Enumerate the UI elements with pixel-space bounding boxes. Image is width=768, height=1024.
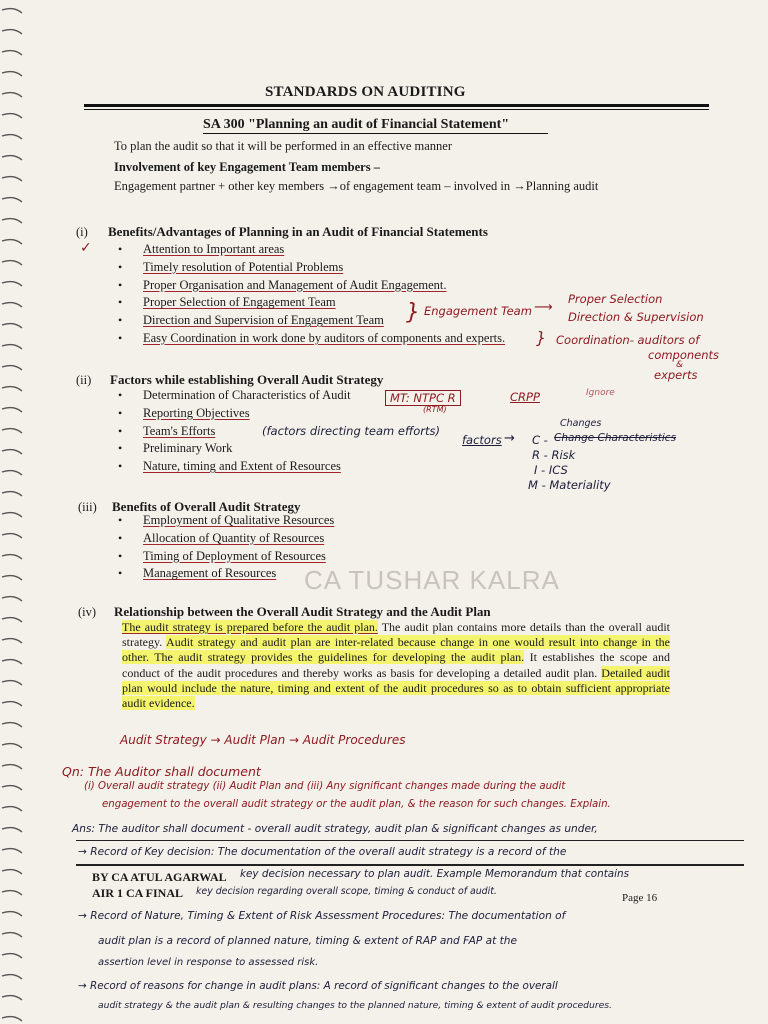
spiral-hook: [2, 555, 22, 559]
hw-answer-8: → Record of reasons for change in audit plans: A record of significant changes to the overall: [78, 980, 558, 992]
section3-list: [116, 512, 334, 583]
check-mark-icon: ✓: [80, 240, 92, 256]
spiral-hook: [2, 954, 22, 958]
spiral-hook: [2, 996, 22, 1000]
sa-title-underline: [203, 133, 548, 134]
section2-number: (ii): [76, 373, 92, 387]
spiral-hook: [2, 219, 22, 223]
spiral-binding: [0, 0, 26, 1024]
spiral-hook: [2, 156, 22, 160]
title-rule-thick: [84, 104, 709, 107]
spiral-hook: [2, 723, 22, 727]
hw-question-3: engagement to the overall audit strategy or the audit plan, & the reason for such changes. Explain.: [102, 799, 611, 810]
list-item: • Easy Coordination in work done by auditors of components and experts.: [116, 330, 505, 348]
spiral-hook: [2, 744, 22, 748]
footer-rule: [76, 864, 744, 866]
hw-question-1: Qn: The Auditor shall document: [62, 764, 261, 779]
note-proper-selection: Proper Selection: [568, 292, 663, 306]
title-rule-thin: [84, 109, 709, 110]
note-rtm: (RTM): [423, 405, 447, 414]
spiral-hook: [2, 618, 22, 622]
spiral-hook: [2, 597, 22, 601]
section1-heading: Benefits/Advantages of Planning in an Audit of Financial Statements: [108, 224, 488, 239]
spiral-hook: [2, 408, 22, 412]
spiral-hook: [2, 282, 22, 286]
section1-list: [116, 241, 505, 348]
spiral-hook: [2, 30, 22, 34]
section1-number: (i): [76, 225, 88, 239]
spiral-hook: [2, 9, 22, 13]
spiral-hook: [2, 114, 22, 118]
spiral-hook: [2, 471, 22, 475]
spiral-hook: [2, 429, 22, 433]
spiral-hook: [2, 681, 22, 685]
arrow-right-icon: →: [504, 431, 515, 446]
spiral-hook: [2, 576, 22, 580]
list-item: • Direction and Supervision of Engagement Team: [116, 312, 505, 330]
page-title: STANDARDS ON AUDITING: [265, 84, 466, 100]
note-engagement-team: Engagement Team: [424, 304, 532, 318]
list-item: • Allocation of Quantity of Resources: [116, 530, 334, 548]
note-r-label: R - Risk: [532, 448, 576, 462]
note-crpp: CRPP: [510, 390, 540, 404]
page-number: Page 16: [622, 892, 658, 904]
note-amp: &: [676, 360, 684, 370]
spiral-hook: [2, 639, 22, 643]
notebook-page: [40, 0, 758, 1024]
spiral-hook: [2, 345, 22, 349]
watermark: CA TUSHAR KALRA: [304, 565, 560, 595]
hw-flow: Audit Strategy → Audit Plan → Audit Procedures: [120, 733, 406, 747]
spiral-hook: [2, 387, 22, 391]
sa-title: SA 300 "Planning an audit of Financial Statement": [203, 117, 510, 132]
section4-heading: Relationship between the Overall Audit Strategy and the Audit Plan: [114, 604, 491, 619]
note-experts: experts: [654, 368, 698, 382]
note-direction: Direction & Supervision: [568, 310, 704, 324]
list-item: • Determination of Characteristics of Audit: [116, 387, 351, 405]
arrow-split-icon: ⟶: [534, 300, 553, 315]
spiral-hook: [2, 51, 22, 55]
spiral-hook: [2, 870, 22, 874]
brace-mark: }: [406, 300, 420, 325]
note-c-label: C -: [532, 433, 548, 447]
spiral-hook: [2, 198, 22, 202]
hw-answer-7: assertion level in response to assessed risk.: [98, 957, 319, 968]
spiral-hook: [2, 786, 22, 790]
hw-answer-1: Ans: The auditor shall document - overall audit strategy, audit plan & significant changes as under,: [72, 823, 598, 835]
note-changes: Changes: [560, 418, 602, 429]
hw-answer-2: → Record of Key decision: The documentation of the overall audit strategy is a record of the: [78, 846, 567, 858]
list-item: • Preliminary Work: [116, 440, 351, 458]
spiral-hook: [2, 660, 22, 664]
section3-number: (iii): [78, 500, 97, 514]
section2-heading: Factors while establishing Overall Audit Strategy: [110, 372, 384, 387]
spiral-hook: [2, 450, 22, 454]
spiral-hook: [2, 72, 22, 76]
list-item: • Attention to Important areas: [116, 241, 505, 259]
hw-question-2: (i) Overall audit strategy (ii) Audit Plan and (iii) Any significant changes made during the audit: [84, 781, 566, 792]
section3-heading: Benefits of Overall Audit Strategy: [112, 499, 301, 514]
footer-course: AIR 1 CA FINAL: [92, 886, 184, 900]
list-item: • Employment of Qualitative Resources: [116, 512, 334, 530]
brace-mark-2: }: [536, 328, 547, 347]
spiral-hook: [2, 303, 22, 307]
spiral-hook: [2, 513, 22, 517]
hw-answer-3: key decision necessary to plan audit. Example Memorandum that contains: [240, 868, 630, 880]
note-m-label: M - Materiality: [528, 478, 611, 492]
note-factors: factors: [462, 433, 502, 447]
note-components: components: [648, 348, 720, 362]
intro-text: To plan the audit so that it will be performed in an effective manner: [114, 139, 453, 153]
spiral-hook: [2, 240, 22, 244]
list-item: • Management of Resources: [116, 565, 334, 583]
spiral-hook: [2, 492, 22, 496]
spiral-hook: [2, 912, 22, 916]
list-item: • Team's Efforts: [116, 423, 351, 441]
hw-answer-6: audit plan is a record of planned nature, timing & extent of RAP and FAP at the: [98, 935, 518, 947]
hw-answer-5: → Record of Nature, Timing & Extent of Risk Assessment Procedures: The documentation of: [78, 910, 566, 922]
footer-author: BY CA ATUL AGARWAL: [92, 870, 227, 884]
list-item: • Proper Selection of Engagement Team: [116, 294, 505, 312]
section4-number: (iv): [78, 605, 97, 619]
spiral-hook: [2, 807, 22, 811]
list-item: • Timing of Deployment of Resources: [116, 548, 334, 566]
hw-answer-9: audit strategy & the audit plan & resulting changes to the planned nature, timing & extent of audit procedures.: [98, 1000, 612, 1011]
note-ignore: Ignore: [586, 388, 615, 398]
note-i-label: I - ICS: [534, 463, 568, 477]
spiral-hook: [2, 366, 22, 370]
spiral-hook: [2, 1017, 22, 1021]
spiral-hook: [2, 975, 22, 979]
section4-paragraph: The audit strategy is prepared before the audit plan. The audit plan contains more details than the overall audit strategy. Audit strategy and audit plan are inter-related because change in one would result into change in the other. The audit strategy provides the guidelines for developing the audit plan. It establishes the scope and conduct of the audit procedures and thereby works as basis for developing a detailed audit plan. Detailed audit plan would include the nature, timing and extent of the audit procedures so as to obtain sufficient appropriate audit evidence.: [122, 620, 671, 711]
spiral-hook: [2, 177, 22, 181]
spiral-hook: [2, 324, 22, 328]
spiral-hook: [2, 93, 22, 97]
spiral-hook: [2, 891, 22, 895]
answer-rule: [76, 840, 744, 841]
list-item: • Reporting Objectives: [116, 405, 351, 423]
spiral-hook: [2, 261, 22, 265]
spiral-hook: [2, 534, 22, 538]
spiral-hook: [2, 933, 22, 937]
involvement-line: Engagement partner + other key members →of engagement team – involved in →Planning audit: [114, 179, 599, 193]
note-coordination: Coordination- auditors of: [556, 333, 700, 347]
spiral-hook: [2, 849, 22, 853]
list-item: • Nature, timing and Extent of Resources: [116, 458, 351, 476]
note-team-efforts: (factors directing team efforts): [262, 424, 441, 438]
spiral-hook: [2, 135, 22, 139]
spiral-hook: [2, 828, 22, 832]
spiral-hook: [2, 765, 22, 769]
list-item: • Proper Organisation and Management of Audit Engagement.: [116, 277, 505, 295]
note-mnemonic: MT: NTPC R: [385, 390, 461, 406]
spiral-hook: [2, 702, 22, 706]
note-struck: Change Characteristics: [554, 432, 677, 444]
involvement-heading: Involvement of key Engagement Team members –: [114, 160, 380, 174]
hw-answer-4: key decision regarding overall scope, timing & conduct of audit.: [196, 886, 497, 897]
list-item: • Timely resolution of Potential Problems: [116, 259, 505, 277]
